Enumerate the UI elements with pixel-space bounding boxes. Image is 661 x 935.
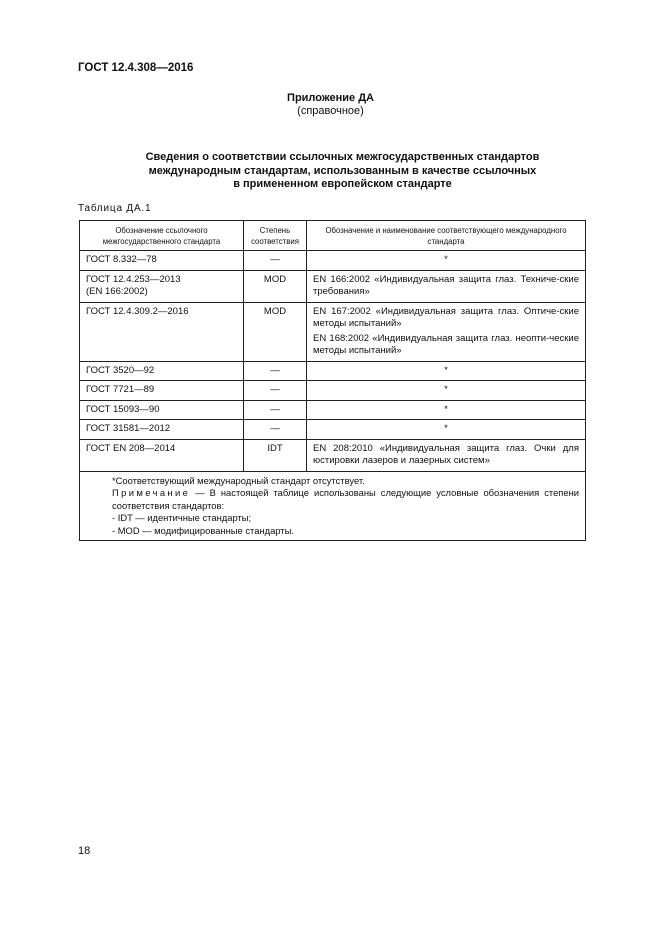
footnote: *Соответствующий международный стандарт отсутствует. xyxy=(112,474,365,486)
cell-degree: MOD xyxy=(244,270,307,302)
header-intl: Обозначение и наименование соответствующего международного стандарта xyxy=(307,221,586,251)
cell-degree: — xyxy=(244,420,307,440)
header-degree: Степень соответствия xyxy=(244,221,307,251)
note-text: — В настоящей таблице использованы следующие условные обозначения степени соответствия стандартов: xyxy=(112,487,579,511)
table-row xyxy=(80,381,586,401)
cell-standard: ГОСТ EN 208—2014 xyxy=(80,439,244,471)
cell-degree: — xyxy=(244,400,307,420)
cell-degree: — xyxy=(244,381,307,401)
annex-heading xyxy=(0,92,661,118)
correspondence-table xyxy=(79,220,586,541)
heading-line: международным стандартам, использованным в качестве ссылочных xyxy=(148,164,537,177)
intl-standard-text: EN 208:2010 «Индивидуальная защита глаз. Очки для юстировки лазеров и лазерных систем» xyxy=(313,442,579,466)
cell-standard: ГОСТ 15093—90 xyxy=(80,400,244,420)
cell-intl xyxy=(307,270,586,302)
intl-standard-text: EN 168:2002 «Индивидуальная защита глаз. неопти-ческие методы испытаний» xyxy=(313,332,579,356)
note-item: - MOD — модифицированные стандарты. xyxy=(112,524,294,536)
intl-standard-text: EN 167:2002 «Индивидуальная защита глаз. Оптиче-ские методы испытаний» xyxy=(313,305,579,329)
table-row xyxy=(80,439,586,471)
cell-intl xyxy=(307,420,586,440)
table-row xyxy=(80,420,586,440)
header-standard: Обозначение ссылочного межгосударственного стандарта xyxy=(80,221,244,251)
note-item: - IDT — идентичные стандарты; xyxy=(112,512,252,523)
intl-standard-text: EN 166:2002 «Индивидуальная защита глаз. Техниче-ские требования» xyxy=(313,273,579,297)
cell-intl xyxy=(307,302,586,361)
page-number: 18 xyxy=(78,845,91,857)
annex-title: Приложение ДА xyxy=(287,92,374,104)
cell-standard: ГОСТ 7721—89 xyxy=(80,381,244,401)
absent-mark: * xyxy=(444,254,448,265)
table-row xyxy=(80,270,586,302)
absent-mark: * xyxy=(444,403,448,415)
cell-standard: ГОСТ 8.332—78 xyxy=(80,251,244,271)
section-heading xyxy=(100,151,585,192)
cell-intl xyxy=(307,439,586,471)
annex-subtitle: (справочное) xyxy=(297,105,364,117)
heading-line: Сведения о соответствии ссылочных межгосударственных стандартов xyxy=(145,151,540,163)
note-label: Примечание xyxy=(112,487,191,498)
cell-intl xyxy=(307,381,586,401)
cell-standard: ГОСТ 31581—2012 xyxy=(80,420,244,440)
table-caption: Таблица ДА.1 xyxy=(78,203,152,214)
table-row xyxy=(80,251,586,271)
absent-mark: * xyxy=(444,384,448,395)
cell-degree: — xyxy=(244,251,307,271)
table-row xyxy=(80,302,586,361)
document-code: ГОСТ 12.4.308—2016 xyxy=(78,62,194,74)
cell-standard: ГОСТ 3520—92 xyxy=(80,361,244,381)
cell-intl xyxy=(307,251,586,271)
heading-line: в примененном европейском стандарте xyxy=(233,178,452,190)
cell-intl xyxy=(307,361,586,381)
notes-row xyxy=(80,471,586,541)
table-row xyxy=(80,400,586,420)
table-row xyxy=(80,361,586,381)
table-header-row xyxy=(80,221,586,251)
cell-degree: IDT xyxy=(244,439,307,471)
cell-degree: MOD xyxy=(244,302,307,361)
cell-degree: — xyxy=(244,361,307,381)
cell-standard: ГОСТ 12.4.309.2—2016 xyxy=(80,302,244,361)
cell-standard: ГОСТ 12.4.253—2013 (EN 166:2002) xyxy=(80,270,244,302)
absent-mark: * xyxy=(444,423,448,434)
note xyxy=(86,487,579,512)
absent-mark: * xyxy=(444,364,448,376)
notes-cell xyxy=(80,471,586,541)
cell-intl xyxy=(307,400,586,420)
